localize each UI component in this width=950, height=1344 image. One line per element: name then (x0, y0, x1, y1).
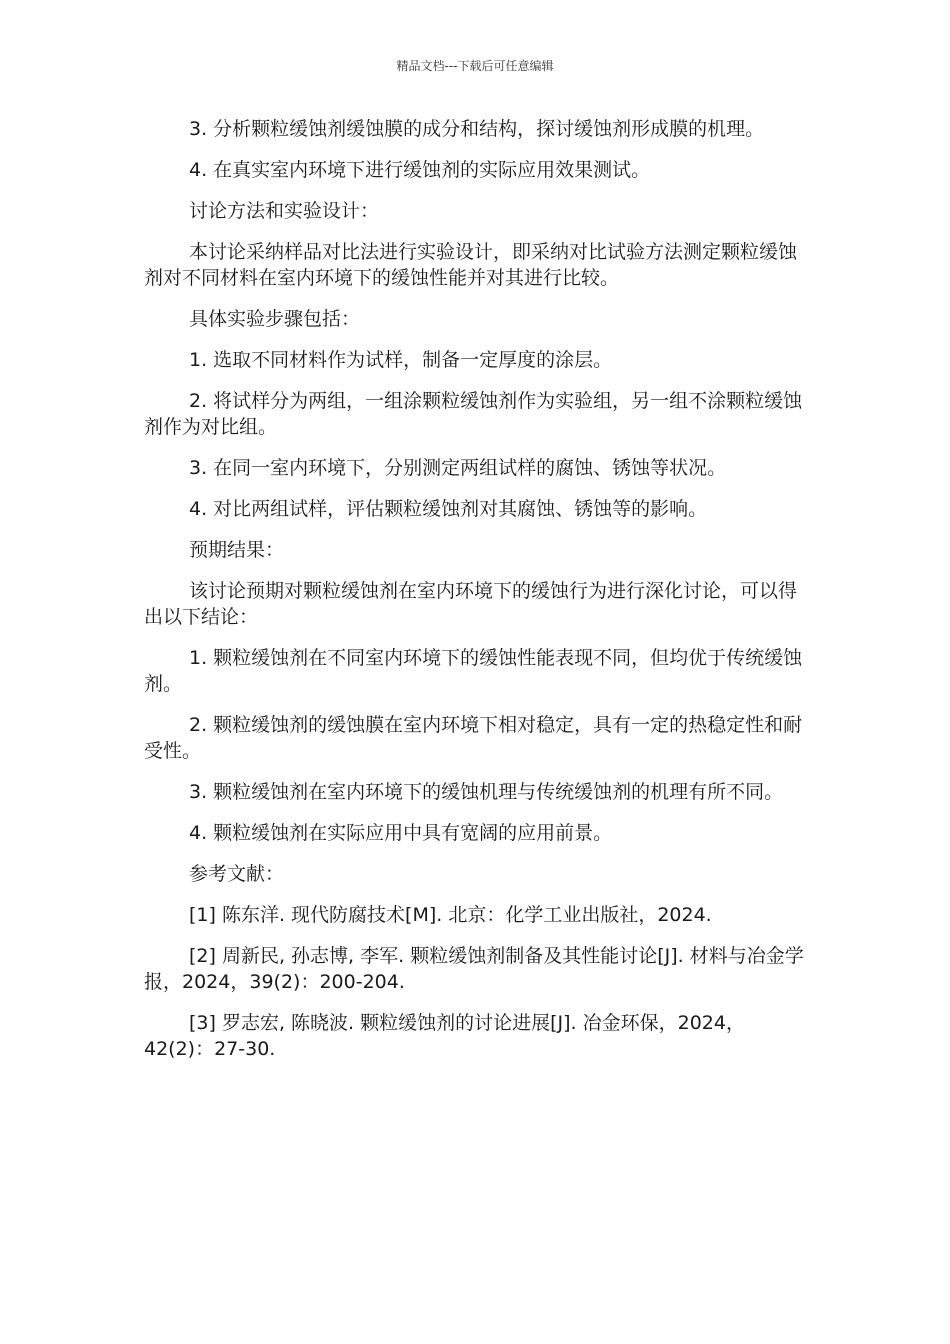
results-intro: 该讨论预期对颗粒缓蚀剂在室内环境下的缓蚀行为进行深化讨论，可以得出以下结论： (144, 580, 798, 628)
objective-item-4: 4. 在真实室内环境下进行缓蚀剂的实际应用效果测试。 (189, 159, 651, 181)
step-item-1: 1. 选取不同材料作为试样，制备一定厚度的涂层。 (189, 349, 613, 371)
conclusion-item-1: 1. 颗粒缓蚀剂在不同室内环境下的缓蚀性能表现不同，但均优于传统缓蚀剂。 (144, 647, 803, 695)
page-header: 精品文档---下载后可任意编辑 (396, 59, 554, 73)
objective-item-3: 3. 分析颗粒缓蚀剂缓蚀膜的成分和结构，探讨缓蚀剂形成膜的机理。 (189, 118, 765, 140)
step-item-2: 2. 将试样分为两组，一组涂颗粒缓蚀剂作为实验组，另一组不涂颗粒缓蚀剂作为对比组。 (144, 390, 803, 438)
conclusion-item-4: 4. 颗粒缓蚀剂在实际应用中具有宽阔的应用前景。 (189, 822, 613, 844)
step-item-3: 3. 在同一室内环境下，分别测定两组试样的腐蚀、锈蚀等状况。 (189, 457, 727, 479)
steps-heading: 具体实验步骤包括： (189, 308, 361, 330)
conclusion-item-3: 3. 颗粒缓蚀剂在室内环境下的缓蚀机理与传统缓蚀剂的机理有所不同。 (189, 781, 784, 803)
document-body (144, 116, 806, 1077)
section-heading-results: 预期结果： (189, 539, 285, 561)
step-item-4: 4. 对比两组试样，评估颗粒缓蚀剂对其腐蚀、锈蚀等的影响。 (189, 498, 708, 520)
reference-item-1: [1] 陈东洋. 现代防腐技术[M]. 北京：化学工业出版社，2024. (189, 904, 712, 926)
methods-paragraph: 本讨论采纳样品对比法进行实验设计，即采纳对比试验方法测定颗粒缓蚀剂对不同材料在室内环境下的缓蚀性能并对其进行比较。 (144, 241, 798, 289)
conclusion-item-2: 2. 颗粒缓蚀剂的缓蚀膜在室内环境下相对稳定，具有一定的热稳定性和耐受性。 (144, 714, 803, 762)
section-heading-references: 参考文献： (189, 863, 285, 885)
section-heading-methods: 讨论方法和实验设计： (189, 200, 380, 222)
reference-item-3: [3] 罗志宏, 陈晓波. 颗粒缓蚀剂的讨论进展[J]. 冶金环保，2024，42(2)：27-30. (144, 1012, 745, 1060)
reference-item-2: [2] 周新民, 孙志博, 李军. 颗粒缓蚀剂制备及其性能讨论[J]. 材料与冶金学报，2024，39(2)：200-204. (144, 945, 804, 993)
